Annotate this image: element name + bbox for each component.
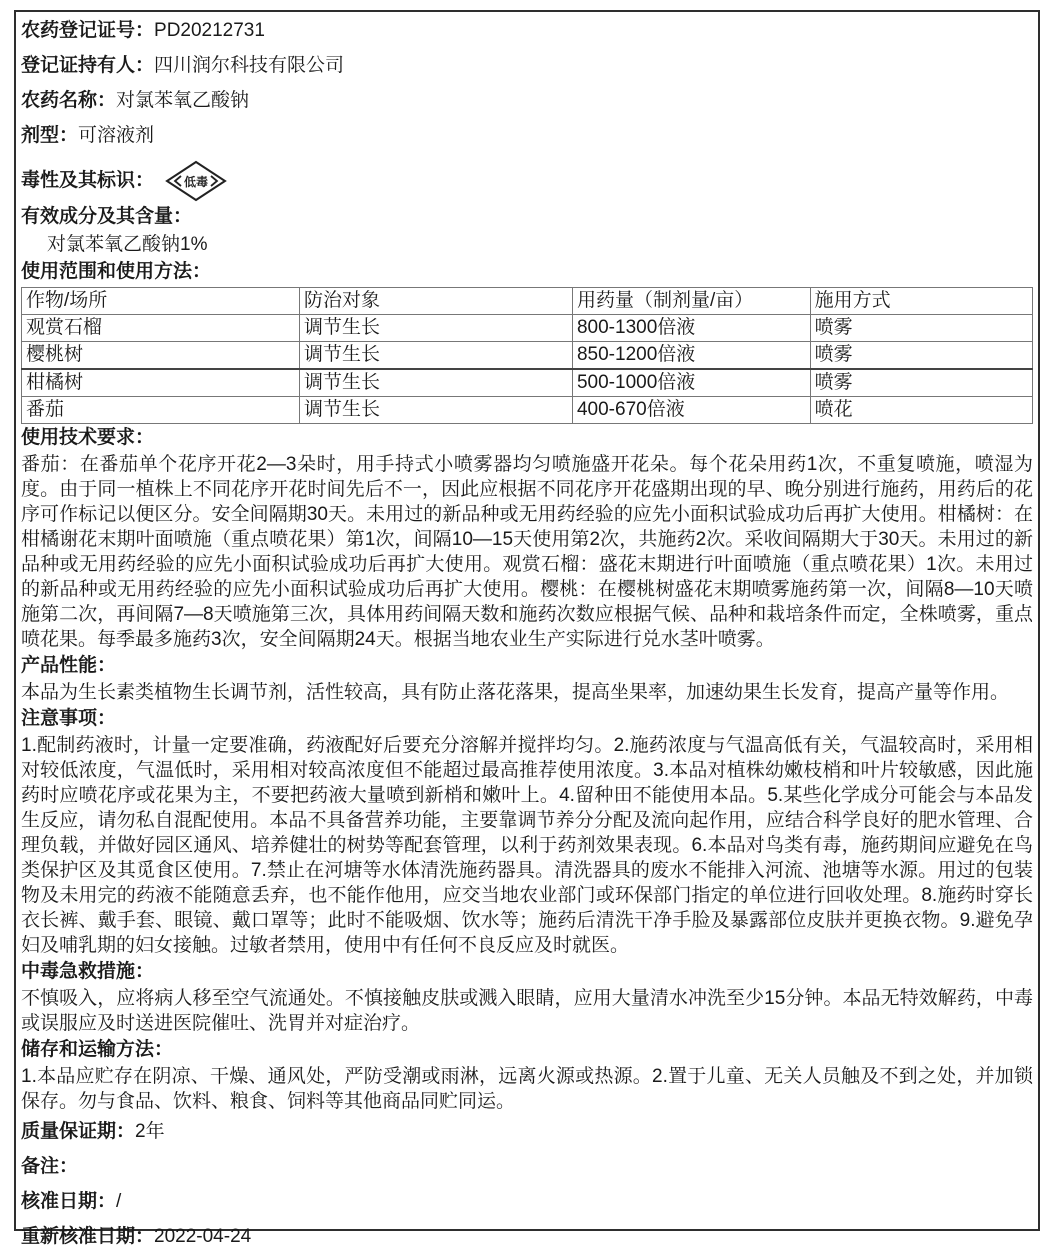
section-usage-requirements-body: 番茄：在番茄单个花序开花2—3朵时，用手持式小喷雾器均匀喷施盛开花朵。每个花朵用药1次，不重复喷施，喷湿为度。由于同一植株上不同花序开花时间先后不一，因此应根据不同花序开花盛期出现的早、晚分别进行施药，用药后的花序可作标记以便区分。安全间隔期30天。未用过的新品种或无用药经验的应先小面积试验成功后再扩大使用。柑橘树：在柑橘谢花末期叶面喷施（重点喷花果）第1次，间隔10—15天使用第2次，共施药2次。采收间隔期大于30天。未用过的新品种或无用药经验的应先小面积试验成功后再扩大使用。观赏石榴：盛花末期进行叶面喷施（重点喷花果）1次。未用过的新品种或无用药经验的应先小面积试验成功后再扩大使用。樱桃：在樱桃树盛花末期喷雾施药第一次，间隔8—10天喷施第二次，再间隔7—8天喷施第三次，具体用药间隔天数和施药次数应根据气候、品种和栽培条件而定，全株喷雾，重点喷花果。每季最多施药3次，安全间隔期24天。根据当地农业生产实际进行兑水茎叶喷雾。 — [21, 454, 1033, 650]
cell-crop: 柑橘树 — [22, 369, 300, 397]
certificate-holder-value: 四川润尔科技有限公司 — [154, 55, 345, 76]
cell-crop: 观赏石榴 — [22, 315, 300, 342]
section-precautions-body: 1.配制药液时，计量一定要准确，药液配好后要充分溶解并搅拌均匀。2.施药浓度与气温高低有关，气温较高时，采用相对较低浓度，气温低时，采用相对较高浓度但不能超过最高推荐使用浓度。3.本品对植株幼嫩枝梢和叶片较敏感，因此施药时应喷花序或花果为主，不要把药液大量喷到新梢和嫩叶上。4.留种田不能使用本品。5.某些化学成分可能会与本品发生反应，请勿私自混配使用。本品不具备营养功能，主要靠调节养分分配及流向起作用，应结合科学良好的肥水管理、合理负载，并做好园区通风、培养健壮的树势等配套管理，以利于药剂效果表现。6.本品对鸟类有毒，施药期间应避免在鸟类保护区及其觅食区使用。7.禁止在河塘等水体清洗施药器具。清洗器具的废水不能排入河流、池塘等水源。用过的包装物及未用完的药液不能随意丢弃，也不能作他用，应交当地农业部门或环保部门指定的单位进行回收处理。8.施药时穿长衣长裤、戴手套、眼镜、戴口罩等；此时不能吸烟、饮水等；施药后清洗干净手脸及暴露部位皮肤并更换衣物。9.避免孕妇及哺乳期的妇女接触。过敏者禁用，使用中有任何不良反应及时就医。 — [21, 735, 1033, 956]
pesticide-name-value: 对氯苯氧乙酸钠 — [116, 90, 250, 111]
approval-date-label: 核准日期： — [21, 1191, 117, 1212]
col-header-target: 防治对象 — [300, 288, 573, 315]
quality-guarantee-value: 2年 — [135, 1121, 165, 1142]
active-ingredient-value: 对氯苯氧乙酸钠1% — [47, 234, 208, 255]
pesticide-registration-label — [14, 10, 1040, 1247]
section-first-aid-body: 不慎吸入，应将病人移至空气流通处。不慎接触皮肤或溅入眼睛，应用大量清水冲洗至少15分钟。本品无特效解药，中毒或误服应及时送进医院催吐、洗胃并对症治疗。 — [21, 988, 1033, 1034]
usage-table — [21, 287, 1033, 424]
active-ingredient-heading: 有效成分及其含量： — [21, 206, 193, 227]
field-remarks — [21, 1149, 1033, 1184]
field-certificate-holder — [21, 48, 1033, 83]
approval-date-value: / — [116, 1191, 122, 1212]
certificate-holder-label: 登记证持有人： — [21, 55, 155, 76]
cell-method: 喷雾 — [810, 315, 1032, 342]
registration-number-value: PD20212731 — [154, 20, 265, 41]
section-usage-requirements-heading: 使用技术要求： — [21, 427, 155, 448]
cell-crop: 番茄 — [22, 397, 300, 424]
formulation-label: 剂型： — [21, 125, 79, 146]
col-header-dosage: 用药量（制剂量/亩） — [572, 288, 810, 315]
cell-dosage: 400-670倍液 — [572, 397, 810, 424]
section-product-performance-body: 本品为生长素类植物生长调节剂，活性较高，具有防止落花落果，提高坐果率，加速幼果生长发育，提高产量等作用。 — [21, 682, 1010, 703]
cell-target: 调节生长 — [300, 315, 573, 342]
field-formulation — [21, 118, 1033, 153]
section-first-aid-heading: 中毒急救措施： — [21, 961, 155, 982]
reapproval-date-value: 2022-04-24 — [154, 1226, 252, 1247]
field-toxicity — [21, 153, 1033, 203]
table-row — [22, 397, 1033, 424]
cell-method: 喷雾 — [810, 369, 1032, 397]
section-storage-transport-heading: 储存和运输方法： — [21, 1039, 174, 1060]
reapproval-date-label: 重新核准日期： — [21, 1226, 155, 1247]
quality-guarantee-label: 质量保证期： — [21, 1121, 136, 1142]
field-registration-number — [21, 13, 1033, 48]
field-pesticide-name — [21, 83, 1033, 118]
cell-target: 调节生长 — [300, 397, 573, 424]
low-toxicity-text: 低毒 — [184, 175, 209, 189]
section-precautions-heading: 注意事项： — [21, 708, 117, 729]
low-toxicity-diamond-icon — [164, 160, 228, 202]
table-row — [22, 315, 1033, 342]
section-product-performance-heading: 产品性能： — [21, 655, 117, 676]
cell-method: 喷花 — [810, 397, 1032, 424]
registration-number-label: 农药登记证号： — [21, 20, 155, 41]
field-quality-guarantee — [21, 1114, 1033, 1149]
cell-target: 调节生长 — [300, 369, 573, 397]
cell-dosage: 800-1300倍液 — [572, 315, 810, 342]
col-header-crop: 作物/场所 — [22, 288, 300, 315]
section-storage-transport-body: 1.本品应贮存在阴凉、干燥、通风处，严防受潮或雨淋，远离火源或热源。2.置于儿童、无关人员触及不到之处，并加锁保存。勿与食品、饮料、粮食、饲料等其他商品同贮同运。 — [21, 1066, 1033, 1112]
toxicity-label: 毒性及其标识： — [21, 169, 155, 191]
field-reapproval-date — [21, 1219, 1033, 1254]
cell-target: 调节生长 — [300, 342, 573, 370]
field-approval-date — [21, 1184, 1033, 1219]
usage-table-header-row — [22, 288, 1033, 315]
cell-dosage: 500-1000倍液 — [572, 369, 810, 397]
cell-dosage: 850-1200倍液 — [572, 342, 810, 370]
remarks-label: 备注： — [21, 1156, 79, 1177]
col-header-method: 施用方式 — [810, 288, 1032, 315]
pesticide-name-label: 农药名称： — [21, 90, 117, 111]
table-row — [22, 342, 1033, 370]
table-row — [22, 369, 1033, 397]
formulation-value: 可溶液剂 — [78, 125, 155, 146]
cell-crop: 樱桃树 — [22, 342, 300, 370]
cell-method: 喷雾 — [810, 342, 1032, 370]
usage-table-heading: 使用范围和使用方法： — [21, 261, 212, 282]
